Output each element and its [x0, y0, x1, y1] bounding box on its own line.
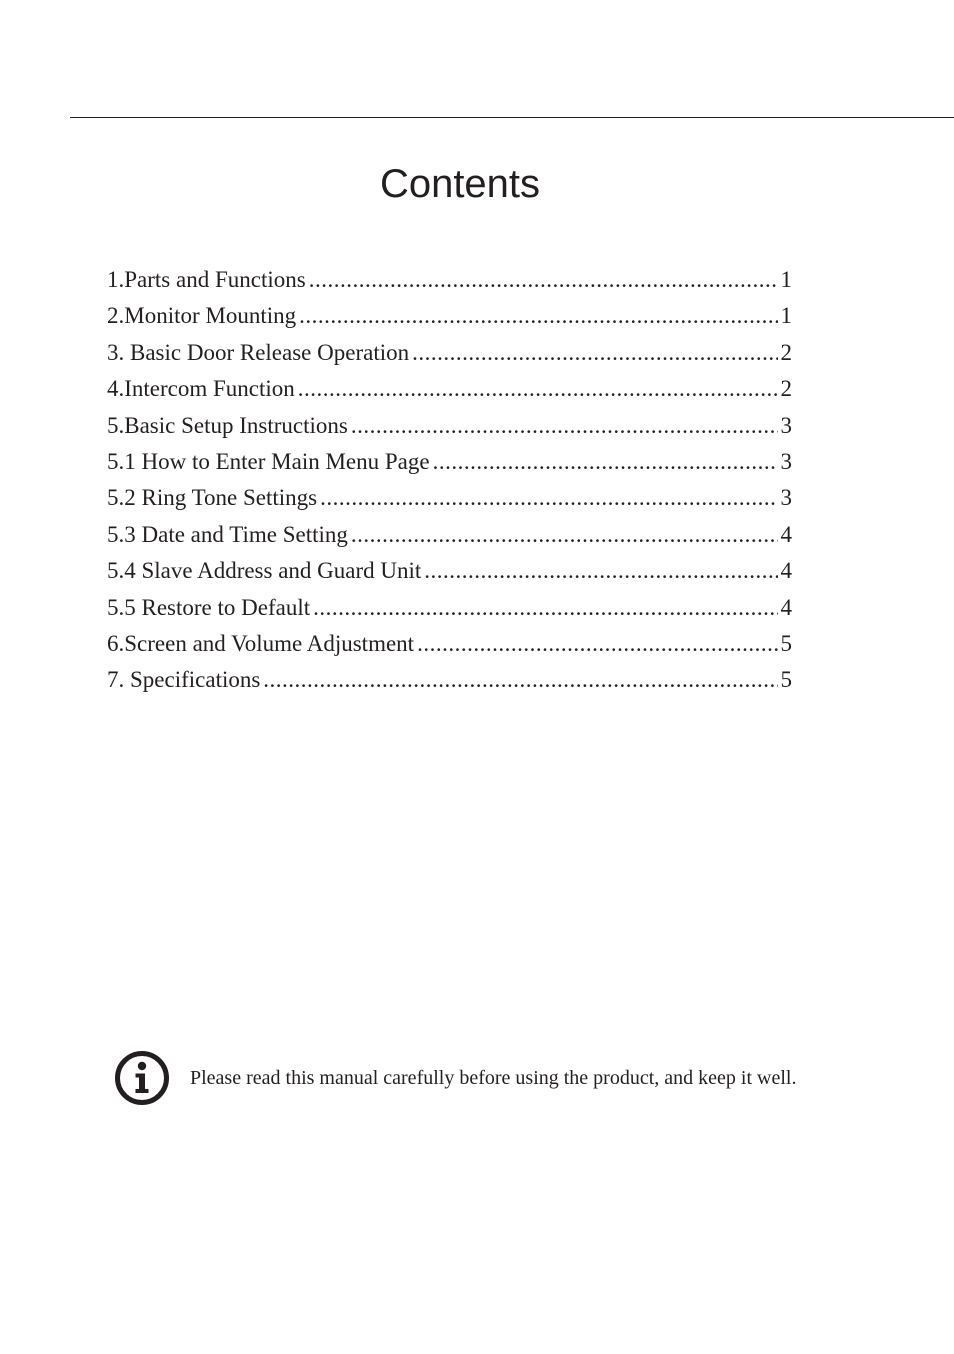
toc-entry-page: 1 — [780, 267, 792, 292]
toc-leader-dots — [299, 298, 777, 334]
toc-leader-dots — [298, 371, 778, 407]
toc-leader-dots — [351, 517, 778, 553]
toc-entry-page: 5 — [780, 667, 792, 693]
toc-entry-label: 3. Basic Door Release Operation — [107, 339, 410, 365]
toc-entry-label: 5.5 Restore to Default — [107, 594, 311, 620]
info-icon — [114, 1050, 170, 1106]
toc-entry[interactable] — [107, 408, 792, 444]
toc-entry-page: 4 — [780, 594, 792, 620]
toc-entry-page: 1 — [780, 303, 792, 329]
toc-entry[interactable] — [107, 480, 792, 516]
toc-entry-label: 6.Screen and Volume Adjustment — [107, 630, 415, 656]
toc-entry-page: 2 — [780, 339, 792, 365]
toc-entry-label: 5.2 Ring Tone Settings — [107, 485, 318, 511]
toc-entry-page: 2 — [780, 376, 792, 402]
toc-entry-page: 4 — [780, 558, 792, 584]
toc-entry-page: 4 — [780, 521, 792, 547]
toc-entry-page: 3 — [780, 448, 792, 474]
manual-notice — [114, 1050, 914, 1106]
toc-entry-label: 7. Specifications — [107, 667, 261, 693]
toc-entry-label: 5.Basic Setup Instructions — [107, 412, 348, 438]
header-rule — [70, 117, 954, 118]
toc-entry[interactable] — [107, 371, 792, 407]
toc-leader-dots — [351, 408, 778, 444]
toc-entry[interactable] — [107, 662, 792, 698]
toc-entry[interactable] — [107, 553, 792, 589]
page-title: Contents — [379, 162, 541, 206]
toc-entry-page: 5 — [780, 630, 792, 656]
toc-entry[interactable] — [107, 298, 792, 334]
toc-leader-dots — [309, 262, 778, 298]
toc-entry-label: 2.Monitor Mounting — [107, 303, 297, 329]
toc-entry-label: 5.1 How to Enter Main Menu Page — [107, 448, 430, 474]
toc-entry-page: 3 — [780, 412, 792, 438]
toc-entry[interactable] — [107, 590, 792, 626]
toc-leader-dots — [417, 626, 777, 662]
toc-entry-label: 5.4 Slave Address and Guard Unit — [107, 558, 422, 584]
toc-leader-dots — [313, 590, 777, 626]
table-of-contents — [107, 262, 792, 699]
toc-entry[interactable] — [107, 626, 792, 662]
toc-leader-dots — [433, 444, 778, 480]
toc-entry[interactable] — [107, 517, 792, 553]
toc-leader-dots — [412, 335, 777, 371]
toc-entry-page: 3 — [780, 485, 792, 511]
toc-leader-dots — [263, 662, 777, 698]
toc-entry[interactable] — [107, 335, 792, 371]
toc-entry-label: 1.Parts and Functions — [107, 267, 306, 292]
toc-leader-dots — [424, 553, 777, 589]
toc-leader-dots — [320, 480, 777, 516]
toc-entry[interactable] — [107, 262, 792, 298]
toc-entry-label: 4.Intercom Function — [107, 376, 295, 402]
notice-text: Please read this manual carefully before using the product, and keep it well. — [190, 1066, 797, 1089]
toc-entry-label: 5.3 Date and Time Setting — [107, 521, 348, 547]
toc-entry[interactable] — [107, 444, 792, 480]
